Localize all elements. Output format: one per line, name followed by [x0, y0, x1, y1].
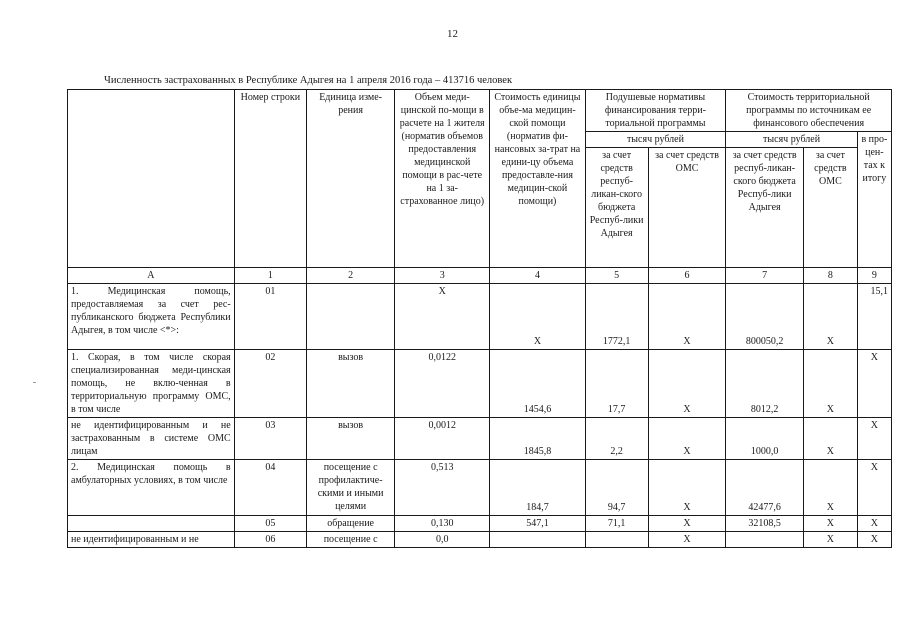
header-per-capita-oms: за счет средств ОМС: [648, 148, 726, 268]
row-name: 1. Скорая, в том числе скорая специализированная меди-цинская помощь, не вклю-ченная в территориальную программу ОМС, в том числе: [68, 350, 235, 418]
index-cell: 5: [585, 268, 648, 284]
row-per-capita-oms: Х: [648, 350, 726, 418]
row-name: не идентифицированным и не застрахованным в системе ОМС лицам: [68, 418, 235, 460]
row-volume: 0,0: [395, 532, 490, 548]
row-per-capita-republic: 71,1: [585, 516, 648, 532]
table-row: [68, 418, 892, 460]
header-percent: в про-цен-тах к итогу: [857, 132, 891, 268]
header-row-number: Номер строки: [234, 90, 306, 268]
header-volume: Объем меди-цинской по-мощи в расчете на 1 жителя (норматив объемов предоставления медицинской помощи в рас-чете на 1 за-страхованное лицо): [395, 90, 490, 268]
index-cell: 9: [857, 268, 891, 284]
table-row: [68, 350, 892, 418]
row-volume: 0,130: [395, 516, 490, 532]
row-cost-oms: Х: [803, 350, 857, 418]
header-per-capita-group: Подушевые нормативы финансирования терри-ториальной программы: [585, 90, 726, 132]
header-per-capita-republic: за счет средств респуб-ликан-ского бюджета Респуб-лики Адыгея: [585, 148, 648, 268]
row-name: не идентифицированным и не: [68, 532, 235, 548]
row-cost-republic: 32108,5: [726, 516, 804, 532]
row-cost-oms: Х: [803, 516, 857, 532]
row-per-capita-oms: Х: [648, 516, 726, 532]
row-number: 05: [234, 516, 306, 532]
page-number: 12: [447, 28, 458, 40]
header-row-1: [68, 90, 892, 132]
row-unit: [307, 284, 395, 350]
row-per-capita-republic: 17,7: [585, 350, 648, 418]
row-volume: 0,513: [395, 460, 490, 516]
row-unit-cost: 547,1: [490, 516, 585, 532]
row-cost-oms: Х: [803, 460, 857, 516]
row-cost-republic: 8012,2: [726, 350, 804, 418]
row-percent: Х: [857, 516, 891, 532]
row-number: 02: [234, 350, 306, 418]
row-name: 2. Медицинская помощь в амбулаторных условиях, в том числе: [68, 460, 235, 516]
index-cell: 2: [307, 268, 395, 284]
index-cell: 6: [648, 268, 726, 284]
row-per-capita-republic: [585, 532, 648, 548]
row-volume: 0,0122: [395, 350, 490, 418]
row-name: 1. Медицинская помощь, предоставляемая за счет рес-публиканского бюджета Республики Адыгея, в том числе <*>:: [68, 284, 235, 350]
row-per-capita-oms: Х: [648, 532, 726, 548]
header-program-cost-unit: тысяч рублей: [726, 132, 857, 148]
index-cell: 8: [803, 268, 857, 284]
header-name-cell: [68, 90, 235, 268]
table-row: [68, 460, 892, 516]
row-per-capita-republic: 1772,1: [585, 284, 648, 350]
row-per-capita-republic: 94,7: [585, 460, 648, 516]
row-unit-cost: [490, 532, 585, 548]
row-per-capita-oms: Х: [648, 284, 726, 350]
header-unit: Единица изме-рения: [307, 90, 395, 268]
row-cost-oms: Х: [803, 532, 857, 548]
row-cost-republic: 42477,6: [726, 460, 804, 516]
row-cost-republic: 800050,2: [726, 284, 804, 350]
row-percent: 15,1: [857, 284, 891, 350]
row-percent: Х: [857, 532, 891, 548]
index-cell: 3: [395, 268, 490, 284]
index-cell: 4: [490, 268, 585, 284]
row-per-capita-oms: Х: [648, 418, 726, 460]
column-index-row: [68, 268, 892, 284]
table-row: [68, 516, 892, 532]
row-per-capita-oms: Х: [648, 460, 726, 516]
row-per-capita-republic: 2,2: [585, 418, 648, 460]
table-row: [68, 532, 892, 548]
row-volume: 0,0012: [395, 418, 490, 460]
row-unit-cost: 184,7: [490, 460, 585, 516]
header-per-capita-unit: тысяч рублей: [585, 132, 726, 148]
index-cell: А: [68, 268, 235, 284]
row-volume: Х: [395, 284, 490, 350]
row-number: 01: [234, 284, 306, 350]
row-percent: Х: [857, 418, 891, 460]
row-unit: посещение с профилактиче-скими и иными целями: [307, 460, 395, 516]
row-percent: Х: [857, 460, 891, 516]
header-unit-cost: Стоимость единицы объе-ма медицин-ской помощи (норматив фи-нансовых за-трат на едини-цу объема предоставле-ния медицин-ской помощи): [490, 90, 585, 268]
row-number: 06: [234, 532, 306, 548]
index-cell: 1: [234, 268, 306, 284]
row-unit-cost: 1845,8: [490, 418, 585, 460]
header-program-cost-group: Стоимость территориальной программы по источникам ее финансового обеспечения: [726, 90, 892, 132]
row-unit-cost: Х: [490, 284, 585, 350]
header-cost-republic: за счет средств респуб-ликан-ского бюджета Респуб-лики Адыгея: [726, 148, 804, 268]
margin-mark: [33, 382, 36, 383]
row-unit: вызов: [307, 418, 395, 460]
territorial-program-table: [67, 89, 892, 548]
row-cost-republic: 1000,0: [726, 418, 804, 460]
header-cost-oms: за счет средств ОМС: [803, 148, 857, 268]
row-name: [68, 516, 235, 532]
row-unit: посещение с: [307, 532, 395, 548]
row-percent: Х: [857, 350, 891, 418]
row-number: 03: [234, 418, 306, 460]
row-number: 04: [234, 460, 306, 516]
row-unit: вызов: [307, 350, 395, 418]
row-unit-cost: 1454,6: [490, 350, 585, 418]
insured-population-caption: Численность застрахованных в Республике Адыгея на 1 апреля 2016 года – 413716 человек: [104, 75, 513, 86]
index-cell: 7: [726, 268, 804, 284]
row-cost-oms: Х: [803, 418, 857, 460]
row-cost-oms: Х: [803, 284, 857, 350]
table-row: [68, 284, 892, 350]
row-unit: обращение: [307, 516, 395, 532]
row-cost-republic: [726, 532, 804, 548]
